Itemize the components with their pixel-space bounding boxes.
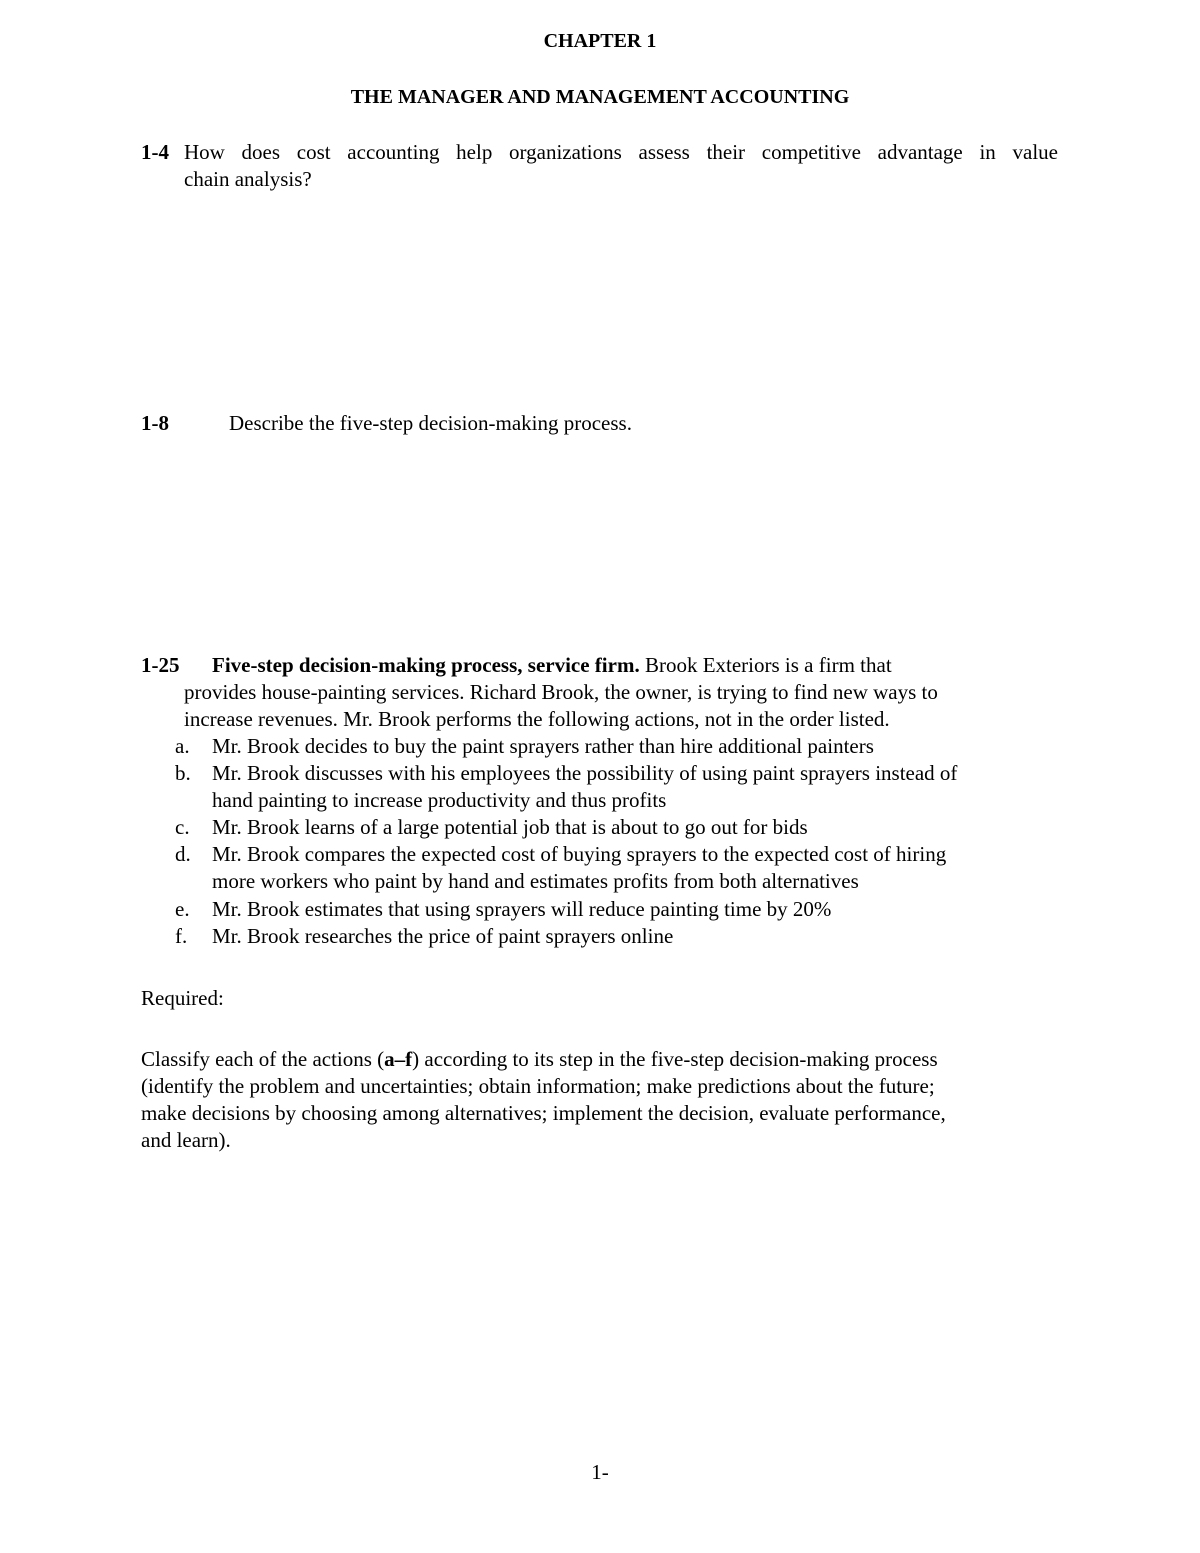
instruction-text: ) according to its step in the five-step decision-making process (412, 1047, 938, 1071)
question-number: 1-4 (141, 140, 169, 164)
list-item-text: Mr. Brook compares the expected cost of buying sprayers to the expected cost of hiring (212, 842, 947, 866)
question-number: 1-25 (141, 653, 180, 677)
instruction-line: (identify the problem and uncertainties; obtain information; make predictions about the future; (141, 1074, 935, 1098)
instruction-line: and learn). (141, 1128, 231, 1152)
question-intro-line: provides house-painting services. Richard Brook, the owner, is trying to find new ways to (184, 680, 938, 704)
list-item-text: Mr. Brook researches the price of paint sprayers online (212, 924, 674, 948)
question-intro-line: increase revenues. Mr. Brook performs the following actions, not in the order listed. (184, 707, 890, 731)
chapter-number: CHAPTER 1 (543, 30, 657, 52)
list-item-text: hand painting to increase productivity and thus profits (212, 788, 667, 812)
instruction-line: make decisions by choosing among alternatives; implement the decision, evaluate performance, (141, 1101, 946, 1125)
list-item-letter: a. (175, 734, 190, 758)
question-heading: Five-step decision-making process, service firm. (212, 653, 640, 677)
question-intro-line (212, 652, 892, 679)
list-item-text: Mr. Brook learns of a large potential job that is about to go out for bids (212, 815, 808, 839)
question-text: Describe the five-step decision-making process. (229, 411, 632, 435)
question-intro-text: Brook Exteriors is a firm that (644, 653, 892, 677)
required-label: Required: (141, 986, 224, 1010)
question-text-line: chain analysis? (184, 167, 312, 191)
list-item-letter: b. (175, 761, 191, 785)
list-item-text: Mr. Brook discusses with his employees the possibility of using paint sprayers instead of (212, 761, 958, 785)
list-item-text: Mr. Brook decides to buy the paint sprayers rather than hire additional painters (212, 734, 874, 758)
question-text-line: How does cost accounting help organizations assess their competitive advantage in value (184, 140, 1058, 164)
instruction-text: Classify each of the actions ( (141, 1047, 385, 1071)
list-item-letter: c. (175, 815, 190, 839)
list-item-letter: d. (175, 842, 191, 866)
instruction-line (141, 1046, 938, 1073)
list-item-text: Mr. Brook estimates that using sprayers will reduce painting time by 20% (212, 897, 832, 921)
chapter-title: THE MANAGER AND MANAGEMENT ACCOUNTING (350, 86, 850, 108)
question-number: 1-8 (141, 411, 169, 435)
page-number: 1- (591, 1460, 609, 1484)
list-item-text: more workers who paint by hand and estimates profits from both alternatives (212, 869, 859, 893)
list-item-letter: e. (175, 897, 190, 921)
instruction-range: a–f (384, 1047, 413, 1071)
list-item-letter: f. (175, 924, 188, 948)
